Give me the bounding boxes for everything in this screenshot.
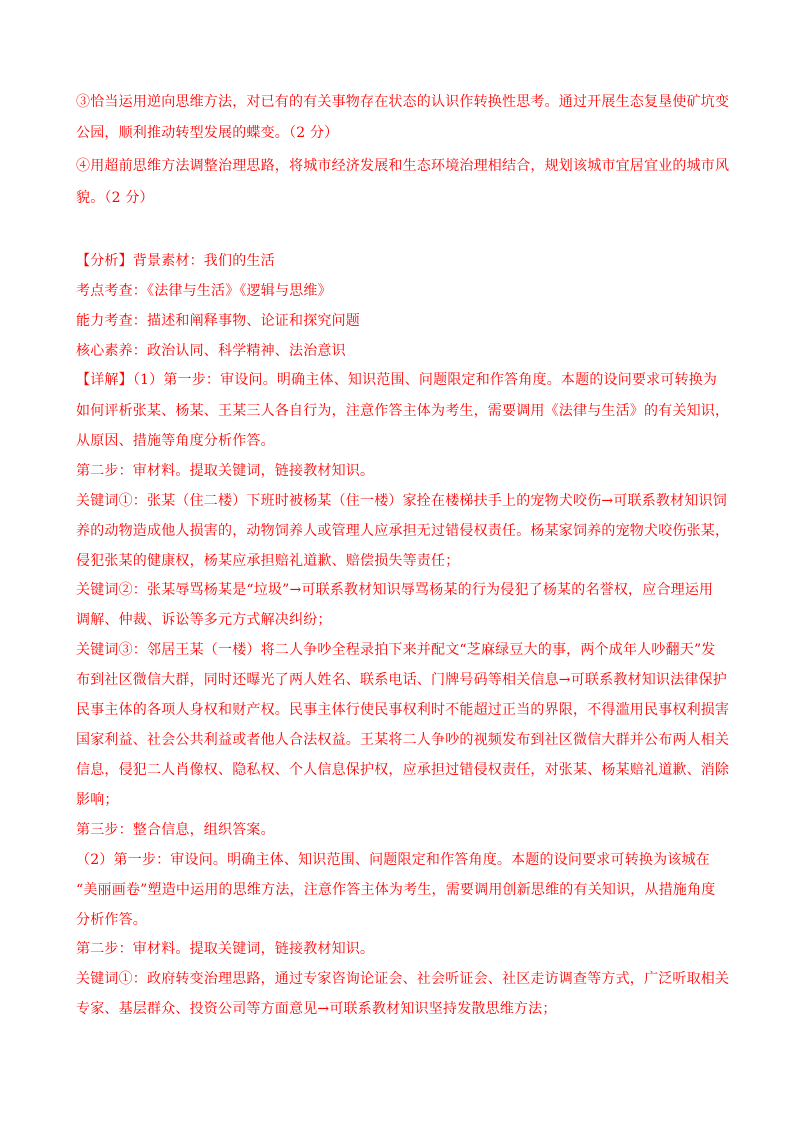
keyword-2-line-2: 调解、仲裁、诉讼等多元方式解决纠纷； bbox=[76, 612, 332, 628]
ability-assessment: 能力考查：描述和阐释事物、论证和探究问题 bbox=[76, 313, 360, 329]
detail-q1-line-3: 从原因、措施等角度分析作答。 bbox=[76, 433, 275, 449]
detail-q1-line-1: （1）第一步：审设问。明确主体、知识范围、问题限定和作答角度。本题的设问要求可转换为 bbox=[132, 372, 718, 388]
analysis-heading bbox=[76, 251, 275, 271]
analysis-label: 【分析】 bbox=[76, 253, 133, 269]
answer-4-line-2: 貌。（2 分） bbox=[76, 190, 154, 206]
keyword-2-line-1: 关键词②：张某辱骂杨某是“垃圾”→可联系教材知识辱骂杨某的行为侵犯了杨某的名誉权，应合理运用 bbox=[76, 582, 714, 598]
detail-q1-step-2: 第二步：审材料。提取关键词，链接教材知识。 bbox=[76, 463, 375, 479]
detail-q2-line-2: “美丽画卷”塑造中运用的思维方法，注意作答主体为考生，需要调用创新思维的有关知识，从措施角度 bbox=[76, 882, 716, 898]
answer-4-line-1: ④用超前思维方法调整治理思路，将城市经济发展和生态环境治理相结合，规划该城市宜居宜业的城市风 bbox=[76, 158, 730, 174]
keyword-3-line-5: 信息，侵犯二人肖像权、隐私权、个人信息保护权，应承担过错侵权责任，对张某、杨某赔礼道歉、消除 bbox=[76, 762, 730, 778]
exam-points: 考点考查：《法律与生活》《逻辑与思维》 bbox=[76, 283, 332, 299]
keyword-1-line-1: 关键词①：张某（住二楼）下班时被杨某（住一楼）家拴在楼梯扶手上的宠物犬咬伤→可联系教材知识饲 bbox=[76, 493, 727, 509]
keyword-3-line-1: 关键词③：邻居王某（一楼）将二人争吵全程录拍下来并配文“芝麻绿豆大的事，两个成年人吵翻天”发 bbox=[76, 642, 716, 658]
keyword-3-line-4: 国家利益、社会公共利益或者他人合法权益。王某将二人争吵的视频发布到社区微信大群并公布两人相关 bbox=[76, 732, 730, 748]
detail-q1-step-3: 第三步：整合信息，组织答案。 bbox=[76, 822, 275, 838]
detail-q2-line-3: 分析作答。 bbox=[76, 912, 147, 928]
q2-keyword-1-line-2: 专家、基层群众、投资公司等方面意见→可联系教材知识坚持发散思维方法； bbox=[76, 1001, 557, 1017]
answer-3-line-2: 公园，顺利推动转型发展的蝶变。（2 分） bbox=[76, 125, 339, 141]
answer-3-line-1: ③恰当运用逆向思维方法，对已有的有关事物存在状态的认识作转换性思考。通过开展生态复垦使矿坑变 bbox=[76, 94, 730, 110]
keyword-1-line-2: 养的动物造成他人损害的，动物饲养人或管理人应承担无过错侵权责任。杨某家饲养的宠物犬咬伤张某， bbox=[76, 523, 730, 539]
detail-q2-step-2: 第二步：审材料。提取关键词，链接教材知识。 bbox=[76, 941, 375, 957]
keyword-1-line-3: 侵犯张某的健康权，杨某应承担赔礼道歉、赔偿损失等责任； bbox=[76, 553, 460, 569]
core-literacy: 核心素养：政治认同、科学精神、法治意识 bbox=[76, 343, 346, 359]
keyword-3-line-2: 布到社区微信大群，同时还曝光了两人姓名、联系电话、门牌号码等相关信息→可联系教材知识法律保护 bbox=[76, 672, 727, 688]
detail-q2-line-1: （2）第一步：审设问。明确主体、知识范围、问题限定和作答角度。本题的设问要求可转换为该城在 bbox=[76, 852, 710, 868]
detail-q1-line-2: 如何评析张某、杨某、王某三人各自行为，注意作答主体为考生，需要调用《法律与生活》的有关知识， bbox=[76, 403, 730, 419]
keyword-3-line-3: 民事主体的各项人身权和财产权。民事主体行使民事权利时不能超过正当的界限，不得滥用民事权利损害 bbox=[76, 702, 730, 718]
detail-heading bbox=[76, 370, 717, 390]
analysis-background: 背景素材：我们的生活 bbox=[132, 253, 275, 269]
keyword-3-line-6: 影响； bbox=[76, 792, 119, 808]
q2-keyword-1-line-1: 关键词①：政府转变治理思路，通过专家咨询论证会、社会听证会、社区走访调查等方式，广泛听取相关 bbox=[76, 971, 730, 987]
detail-label: 【详解】 bbox=[76, 372, 133, 388]
